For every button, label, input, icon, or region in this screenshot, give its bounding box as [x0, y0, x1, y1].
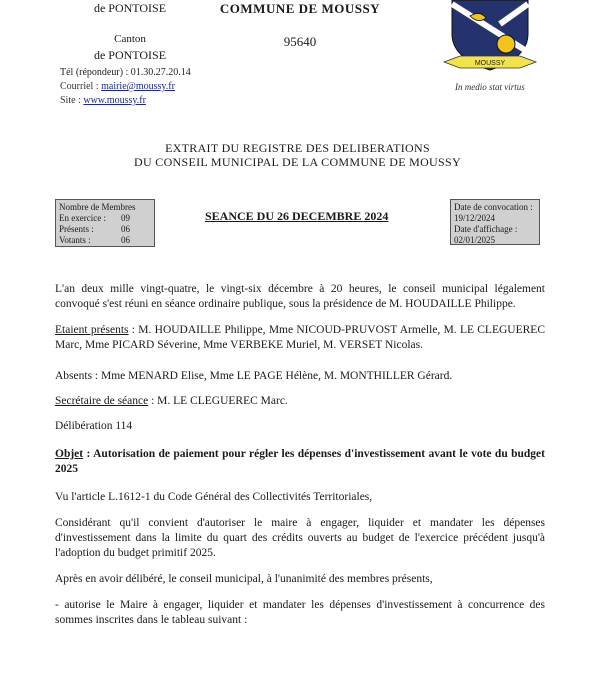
- members-row: [59, 213, 151, 224]
- members-box: [55, 199, 155, 247]
- canton-label: Canton: [114, 33, 146, 45]
- considerant-paragraph: Considérant qu'il convient d'autoriser le maire à engager, liquider et mandater les dépenses d'investissement dans la limite du quart des crédits ouverts au budget de l'exercice précédent jusqu'à l'adoption du budget primitif 2025.: [55, 517, 545, 559]
- members-row: [59, 224, 151, 235]
- members-value: 06: [121, 235, 130, 245]
- postal-code: 95640: [283, 34, 317, 49]
- objet-paragraph: [55, 447, 545, 477]
- members-row: [59, 235, 151, 246]
- prefecture-block: [55, 0, 205, 63]
- crest-banner-text: MOUSSY: [474, 60, 506, 67]
- dates-box: [450, 199, 540, 245]
- contact-block: [60, 66, 191, 108]
- presents-paragraph: [55, 323, 545, 353]
- objet-label: Objet: [55, 448, 84, 460]
- convocation-label: Date de convocation :: [454, 202, 533, 212]
- convocation-date: 19/12/2024: [454, 213, 496, 223]
- members-label: En exercice :: [59, 213, 106, 223]
- commune-name: COMMUNE DE MOUSSY: [219, 1, 381, 16]
- email-link[interactable]: mairie@moussy.fr: [101, 81, 175, 92]
- apres-paragraph: Après en avoir délibéré, le conseil municipal, à l'unanimité des membres présents,: [55, 573, 433, 585]
- canton-name: de PONTOISE: [93, 48, 167, 62]
- vu-paragraph: Vu l'article L.1612-1 du Code Général des Collectivités Territoriales,: [55, 491, 373, 503]
- website-line: [60, 94, 191, 108]
- secretaire-paragraph: [55, 394, 545, 409]
- title-line-1: EXTRAIT DU REGISTRE DES DELIBERATIONS: [165, 141, 430, 155]
- presents-list: : M. HOUDAILLE Philippe, Mme NICOUD-PRUVOST Armelle, M. LE CLEGUEREC Marc, Mme PICARD Séverine, Mme VERBEKE Muriel, M. VERSET Nicolas.: [55, 324, 545, 351]
- intro-paragraph: L'an deux mille vingt-quatre, le vingt-six décembre à 20 heures, le conseil municipal légalement convoqué s'est réuni en séance ordinaire publique, sous la présidence de M. HOUDAILLE Philippe.: [55, 283, 545, 310]
- website-label: Site :: [60, 95, 84, 106]
- seance-title: SEANCE DU 26 DECEMBRE 2024: [205, 209, 389, 223]
- secretaire-name: : M. LE CLEGUEREC Marc.: [148, 395, 288, 407]
- autorise-paragraph: - autorise le Maire à engager, liquider et mandater les dépenses d'investissement à concurrence des sommes inscrites dans le tableau suivant :: [55, 599, 545, 626]
- arrondissement-line: de PONTOISE: [93, 1, 167, 15]
- members-value: 09: [121, 213, 130, 223]
- coat-of-arms-icon: [440, 0, 540, 80]
- deliberation-number: Délibération 114: [55, 420, 133, 432]
- members-label: Présents :: [59, 224, 94, 234]
- secretaire-label: Secrétaire de séance: [55, 395, 149, 407]
- affichage-date: 02/01/2025: [454, 235, 496, 245]
- title-line-2: DU CONSEIL MUNICIPAL DE LA COMMUNE DE MOUSSY: [134, 155, 461, 169]
- commune-header: [200, 0, 400, 50]
- presents-label: Etaient présents: [55, 324, 129, 336]
- website-link[interactable]: www.moussy.fr: [83, 95, 146, 106]
- document-title: [0, 141, 595, 169]
- members-value: 06: [121, 224, 130, 234]
- phone-line: Tél (répondeur) : 01.30.27.20.14: [60, 67, 191, 78]
- members-label: Votants :: [59, 235, 91, 245]
- members-heading: Nombre de Membres: [59, 202, 136, 212]
- objet-text: : Autorisation de paiement pour régler les dépenses d'investissement avant le vote du budget 2025: [55, 448, 545, 475]
- affichage-label: Date d'affichage :: [454, 224, 518, 234]
- email-label: Courriel :: [60, 81, 102, 92]
- motto: In medio stat virtus: [455, 82, 525, 92]
- absents-paragraph: Absents : Mme MENARD Elise, Mme LE PAGE Hélène, M. MONTHILLER Gérard.: [55, 370, 453, 382]
- email-line: [60, 80, 191, 94]
